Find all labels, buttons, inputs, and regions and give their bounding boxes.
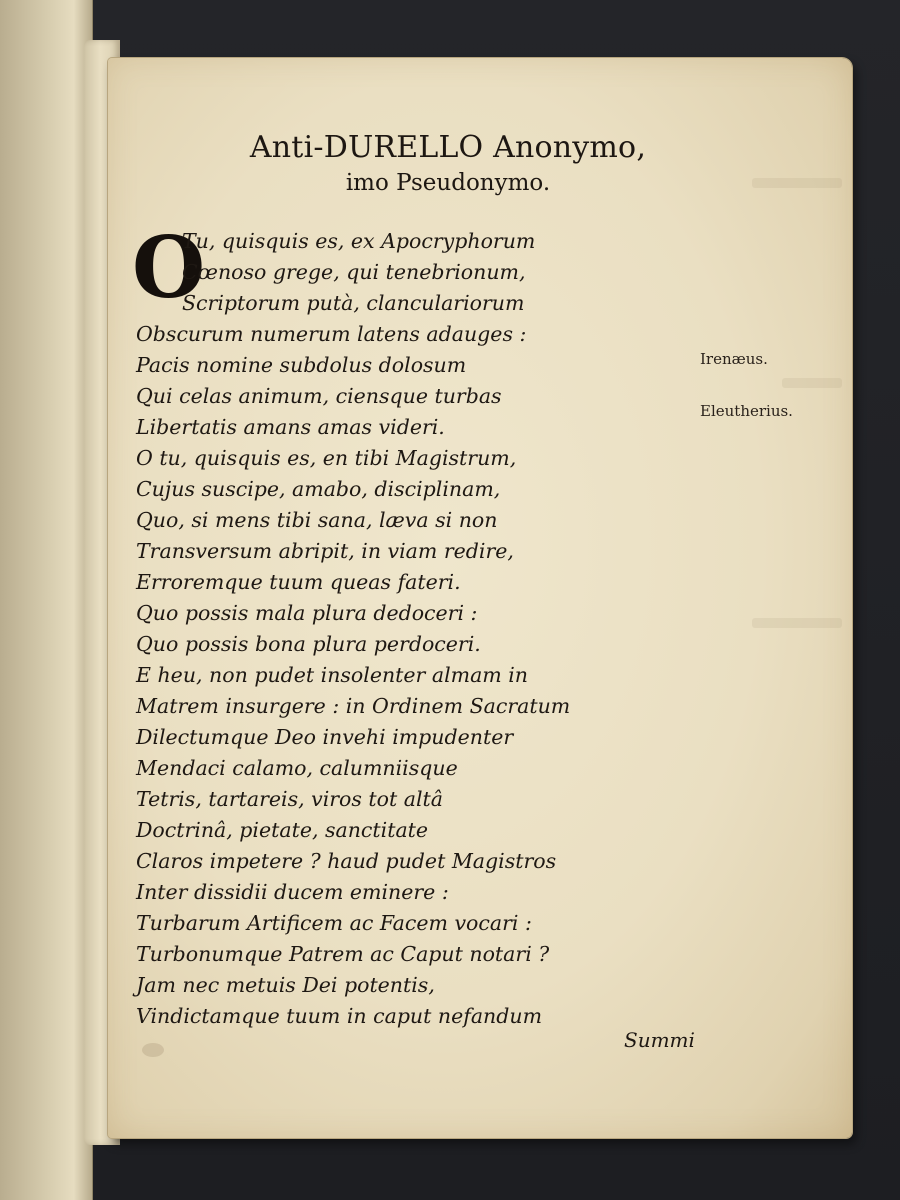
verse-line: Qui celas animum, ciensque turbas — [136, 384, 502, 408]
verse-line: Vindictamque tuum in caput nefandum — [136, 1004, 543, 1028]
verse-line: Tetris, tartareis, viros tot altâ — [136, 787, 444, 811]
verse-line: Pacis nomine subdolus dolosum — [136, 353, 467, 377]
book-page — [108, 58, 852, 1138]
page-stain — [142, 1043, 164, 1057]
catchword: Summi — [624, 1028, 695, 1052]
show-through — [752, 618, 842, 628]
show-through — [752, 178, 842, 188]
verse-line: Cœnoso grege, qui tenebrionum, — [182, 260, 526, 284]
verse-line: Libertatis amans amas videri. — [136, 415, 445, 439]
poem-text — [136, 226, 696, 1032]
verse-line: Claros impetere ? haud pudet Magistros — [136, 849, 557, 873]
verse-line: Quo, si mens tibi sana, læva si non — [136, 508, 498, 532]
verse-line: Matrem insurgere : in Ordinem Sacratum — [136, 694, 571, 718]
verse-line: Transversum abripit, in viam redire, — [136, 539, 514, 563]
drop-cap: O — [132, 218, 206, 317]
verse-line: Quo possis mala plura dedoceri : — [136, 601, 478, 625]
verse-line: Turbonumque Patrem ac Caput notari ? — [136, 942, 550, 966]
show-through — [782, 378, 842, 388]
verse-line: O tu, quisquis es, en tibi Magistrum, — [136, 446, 517, 470]
verse-line: Quo possis bona plura perdoceri. — [136, 632, 481, 656]
verse-line: Mendaci calamo, calumniisque — [136, 756, 458, 780]
verse-line: Erroremque tuum queas fateri. — [136, 570, 461, 594]
verse-line: Scriptorum putà, clanculariorum — [182, 291, 525, 315]
page-subtitle: imo Pseudonymo. — [345, 170, 551, 196]
verse-line: Doctrinâ, pietate, sanctitate — [136, 818, 429, 842]
facing-page-edge — [0, 0, 93, 1200]
margin-note-irenaeus: Irenæus. — [700, 350, 768, 368]
verse-line: Obscurum numerum latens adauges : — [136, 322, 527, 346]
margin-note-eleutherius: Eleutherius. — [700, 402, 793, 420]
verse-line: Dilectumque Deo invehi impudenter — [136, 725, 514, 749]
verse-line: E heu, non pudet insolenter almam in — [136, 663, 529, 687]
verse-line: Cujus suscipe, amabo, disciplinam, — [136, 477, 501, 501]
verse-line: Tu, quisquis es, ex Apocryphorum — [182, 229, 536, 253]
page-title: Anti-DURELLO Anonymo, — [249, 130, 647, 165]
verse-line: Inter dissidii ducem eminere : — [136, 880, 449, 904]
verse-line: Turbarum Artificem ac Facem vocari : — [136, 911, 532, 935]
verse-line: Jam nec metuis Dei potentis, — [136, 973, 435, 997]
